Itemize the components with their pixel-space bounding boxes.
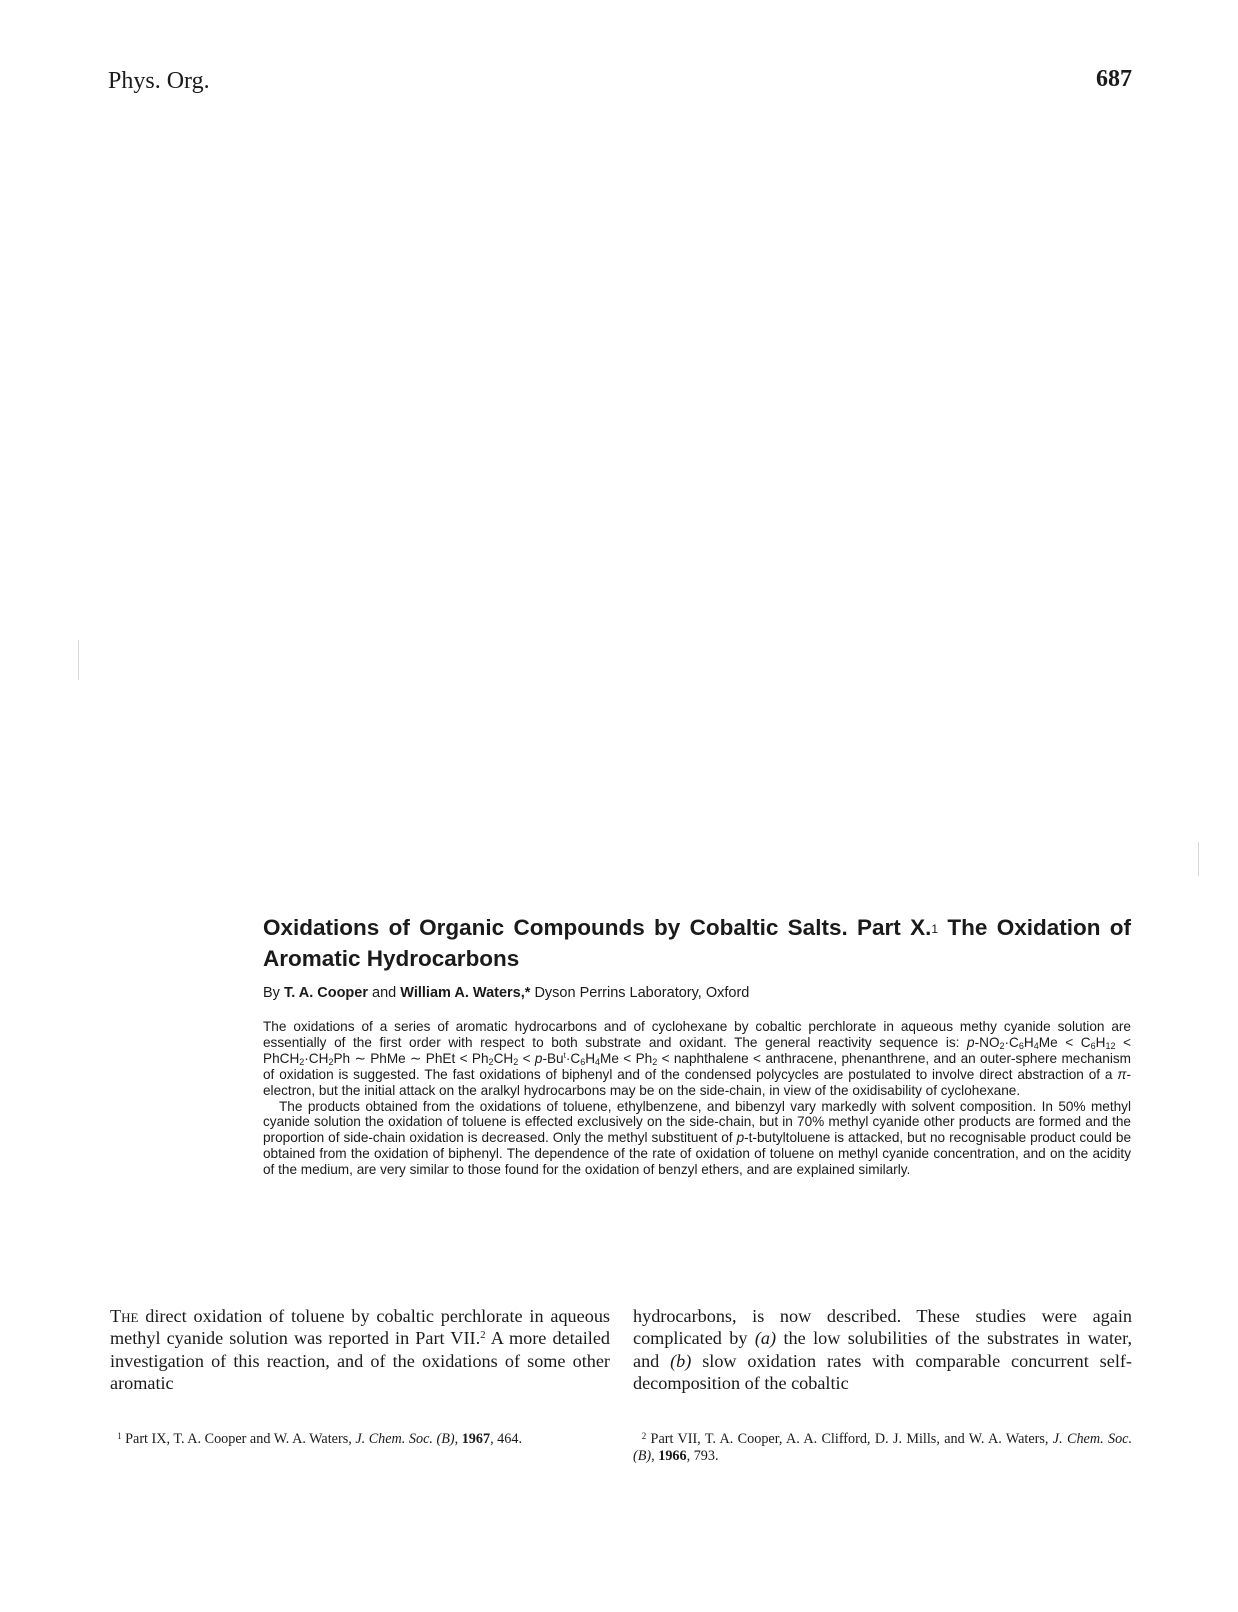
- title-footnote-ref[interactable]: 1: [931, 922, 939, 936]
- reference-mark[interactable]: 2: [480, 1329, 486, 1342]
- article-title: [263, 914, 1131, 972]
- page-number: 687: [1096, 66, 1132, 92]
- byline-and: and: [372, 985, 397, 1001]
- abstract-paragraph-2: The products obtained from the oxidations of toluene, ethylbenzene, and bibenzyl vary markedly with solvent composition. In 50% methyl cyanide solution the oxidation of toluene is effected exclusively on the side-chain, but in 70% methyl cyanide other products are formed and the proportion of side-chain oxidation is decreased. Only the methyl substituent of p-t-butyltoluene is attacked, but no recognisable product could be obtained from the oxidation of biphenyl. The dependence of the rate of oxidation of toluene on methyl cyanide concentration, and on the acidity of the medium, are very similar to those found for the oxidation of benzyl ethers, and are explained similarly.: [263, 1098, 1132, 1178]
- byline: [263, 984, 1131, 1002]
- lead-word: The: [110, 1306, 139, 1326]
- author-2: William A. Waters,*: [400, 985, 531, 1001]
- scan-mark-left: [78, 640, 79, 680]
- body-column-left: The direct oxidation of toluene by cobaltic perchlorate in aqueous methyl cyanide solution was reported in Part VII.$^2$ A more detailed investigation of this reaction, and of the oxidations of some other aromatic: [110, 1306, 611, 1393]
- affiliation: Dyson Perrins Laboratory, Oxford: [534, 985, 750, 1001]
- abstract-paragraph-1: The oxidations of a series of aromatic hydrocarbons and of cyclohexane by cobaltic perchlorate in aqueous methy cyanide solution are essentially of the first order with respect to both substrate and oxidant. The general reactivity sequence is: $p-NO_2\cdot C_6H_4Me < C_6H_{12}$ < $PhCH_2\cdot CH_2Ph$ ∼ PhMe ∼ PhEt < $Ph_2CH_2 < p-Bu^t\cdot C_6H_4Me < Ph_2$ < naphthalene < anthracene, phenanthrene, and an outer-sphere mechanism of oxidation is suggested. The fast oxidations of biphenyl and of the condensed polycycles are postulated to involve direct abstraction of a π-electron, but the initial attack on the aralkyl hydrocarbons may be on the side-chain, in view of the oxidisability of cyclohexane.: [263, 1019, 1131, 1098]
- running-head: Phys. Org.: [108, 68, 210, 94]
- abstract: [263, 1019, 1131, 1178]
- footnote-2: $^2$ Part VII, T. A. Cooper, A. A. Clifford, D. J. Mills, and W. A. Waters, J. Chem. Soc. (B), 1966, 793.: [633, 1431, 1133, 1464]
- author-1: T. A. Cooper: [283, 985, 369, 1001]
- title-main: Oxidations of Organic Compounds by Cobaltic Salts. Part X.: [263, 915, 932, 940]
- title-tail: The Oxidation of Aromatic Hydrocarbons: [263, 915, 1132, 971]
- footnote-1: $^1$ Part IX, T. A. Cooper and W. A. Waters, J. Chem. Soc. (B), 1967, 464.: [117, 1431, 522, 1447]
- body-column-right: hydrocarbons, is now described. These studies were again complicated by (a) the low solubilities of the substrates in water, and (b) slow oxidation rates with comparable concurrent self-decomposition of the cobaltic: [633, 1306, 1132, 1393]
- scan-mark-right: [1198, 842, 1199, 876]
- byline-by: By: [263, 985, 280, 1001]
